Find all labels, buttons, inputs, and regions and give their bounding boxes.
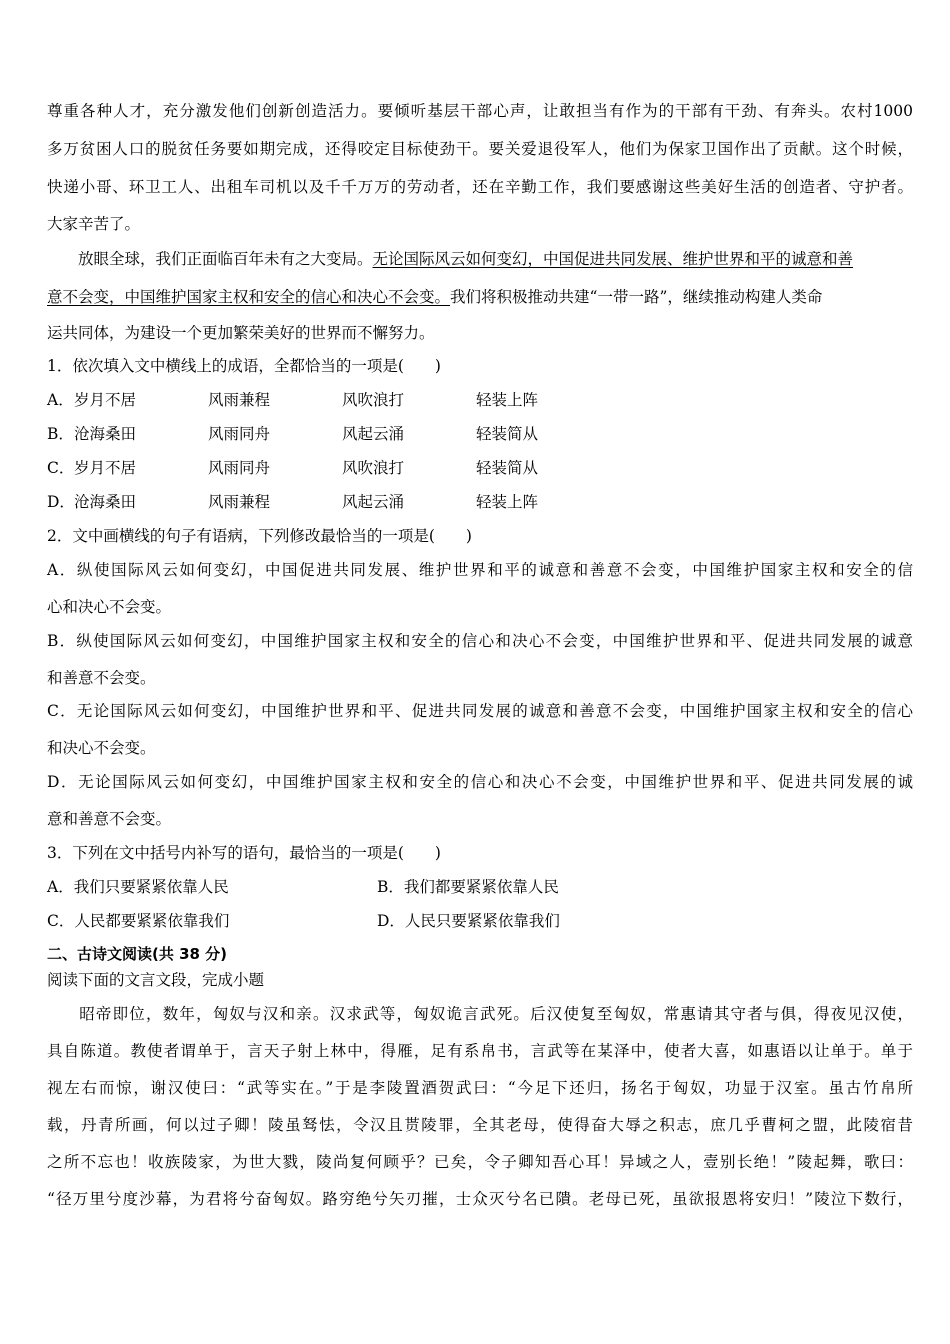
classical-line-1: [47, 1004, 913, 1024]
option-word-2: 风雨兼程: [208, 493, 271, 511]
option-word-1: 沧海桑田: [74, 425, 137, 443]
option-word-3: 风吹浪打: [342, 391, 405, 409]
underlined-sentence-part-1: 无论国际风云如何变幻，中国促进共同发展、维护世界和平的诚意和善: [372, 250, 854, 268]
passage-line-6-text: 我们将积极推动共建“一带一路”，继续推动构建人类命: [450, 288, 823, 306]
option-word-4: 轻装上阵: [476, 391, 539, 409]
classical-line-4: 载，丹青所画，何以过子卿！陵虽驽怯，令汉且贳陵罪，全其老母，使得奋大辱之积志，庶几乎曹柯之盟，此陵宿昔: [47, 1116, 913, 1134]
q3-stem: 3．下列在文中括号内补写的语句，最恰当的一项是( ): [47, 844, 441, 862]
option-word-4: 轻装简从: [476, 459, 539, 477]
q3-option-c: C．人民都要紧紧依靠我们: [47, 912, 230, 930]
option-word-1: 沧海桑田: [74, 493, 137, 511]
option-letter: D．: [47, 493, 75, 511]
option-word-1: 岁月不居: [74, 459, 137, 477]
option-word-3: 风吹浪打: [342, 459, 405, 477]
option-word-4: 轻装上阵: [476, 493, 539, 511]
option-word-1: 岁月不居: [74, 391, 137, 409]
option-letter: A．: [47, 391, 74, 409]
q2-option-b-line-1: B．纵使国际风云如何变幻，中国维护国家主权和安全的信心和决心不会变，中国维护世界和平、促进共同发展的诚意: [47, 632, 913, 650]
classical-line-5: 之所不忘也！收族陵家，为世大戮，陵尚复何顾乎？已矣，令子卿知吾心耳！异域之人，壹别长绝！”陵起舞，歌曰：: [47, 1153, 913, 1171]
option-word-2: 风雨同舟: [208, 459, 271, 477]
option-letter: B．: [47, 425, 74, 443]
classical-line-6: “径万里兮度沙幕，为君将兮奋匈奴。路穷绝兮矢刃摧，士众灭兮名已隤。老母已死，虽欲报恩将安归！”陵泣下数行，: [47, 1190, 913, 1208]
q1-stem: 1．依次填入文中横线上的成语，全都恰当的一项是( ): [47, 357, 441, 375]
classical-line-2: 具自陈道。教使者谓单于，言天子射上林中，得雁，足有系帛书，言武等在某泽中，使者大喜，如惠语以让单于。单于: [47, 1042, 913, 1060]
option-letter: C．: [47, 459, 75, 477]
q2-option-a-line-1: A．纵使国际风云如何变幻，中国促进共同发展、维护世界和平的诚意和善意不会变，中国维护国家主权和安全的信: [47, 561, 913, 579]
option-word-3: 风起云涌: [342, 425, 405, 443]
q3-option-d: D．人民只要紧紧依靠我们: [377, 912, 560, 930]
option-word-4: 轻装简从: [476, 425, 539, 443]
passage-line-7: 运共同体，为建设一个更加繁荣美好的世界而不懈努力。: [47, 324, 435, 342]
passage-line-3: 快递小哥、环卫工人、出租车司机以及千千万万的劳动者，还在辛勤工作，我们要感谢这些美好生活的创造者、守护者。: [47, 178, 913, 196]
q2-option-a-line-2: 心和决心不会变。: [47, 598, 172, 616]
q3-option-a: A．我们只要紧紧依靠人民: [47, 878, 229, 896]
passage-line-6: [47, 287, 913, 307]
q2-option-d-line-2: 意和善意不会变。: [47, 810, 172, 828]
passage-line-5-text: 放眼全球，我们正面临百年未有之大变局。: [78, 250, 373, 268]
passage-line-1: 尊重各种人才，充分激发他们创新创造活力。要倾听基层干部心声，让敢担当有作为的干部有干劲、有奔头。农村1000: [47, 102, 913, 120]
option-word-2: 风雨兼程: [208, 391, 271, 409]
classical-line-3: 视左右而惊，谢汉使曰：“武等实在。”于是李陵置酒贺武曰：“今足下还归，扬名于匈奴，功显于汉室。虽古竹帛所: [47, 1079, 913, 1097]
section-heading: 二、古诗文阅读(共 38 分): [47, 945, 228, 963]
option-word-3: 风起云涌: [342, 493, 405, 511]
q2-option-b-line-2: 和善意不会变。: [47, 669, 156, 687]
passage-line-2: 多万贫困人口的脱贫任务要如期完成，还得咬定目标使劲干。要关爱退役军人，他们为保家卫国作出了贡献。这个时候，: [47, 140, 913, 158]
underlined-sentence-part-2: 意不会变，中国维护国家主权和安全的信心和决心不会变。: [47, 288, 451, 306]
q2-option-d-line-1: D．无论国际风云如何变幻，中国维护国家主权和安全的信心和决心不会变，中国维护世界和平、促进共同发展的诚: [47, 773, 913, 791]
q2-option-c-line-1: C．无论国际风云如何变幻，中国维护世界和平、促进共同发展的诚意和善意不会变，中国维护国家主权和安全的信心: [47, 702, 913, 720]
option-word-2: 风雨同舟: [208, 425, 271, 443]
classical-line-1-text: 昭帝即位，数年，匈奴与汉和亲。汉求武等，匈奴诡言武死。后汉使复至匈奴，常惠请其守者与俱，得夜见汉使，: [78, 1005, 913, 1023]
passage-line-5: [47, 249, 913, 269]
q2-stem: 2．文中画横线的句子有语病，下列修改最恰当的一项是( ): [47, 527, 472, 545]
q2-option-c-line-2: 和决心不会变。: [47, 739, 156, 757]
section-instruction: 阅读下面的文言文段，完成小题: [47, 971, 265, 989]
passage-line-4: 大家辛苦了。: [47, 215, 141, 233]
q3-option-b: B．我们都要紧紧依靠人民: [377, 878, 559, 896]
